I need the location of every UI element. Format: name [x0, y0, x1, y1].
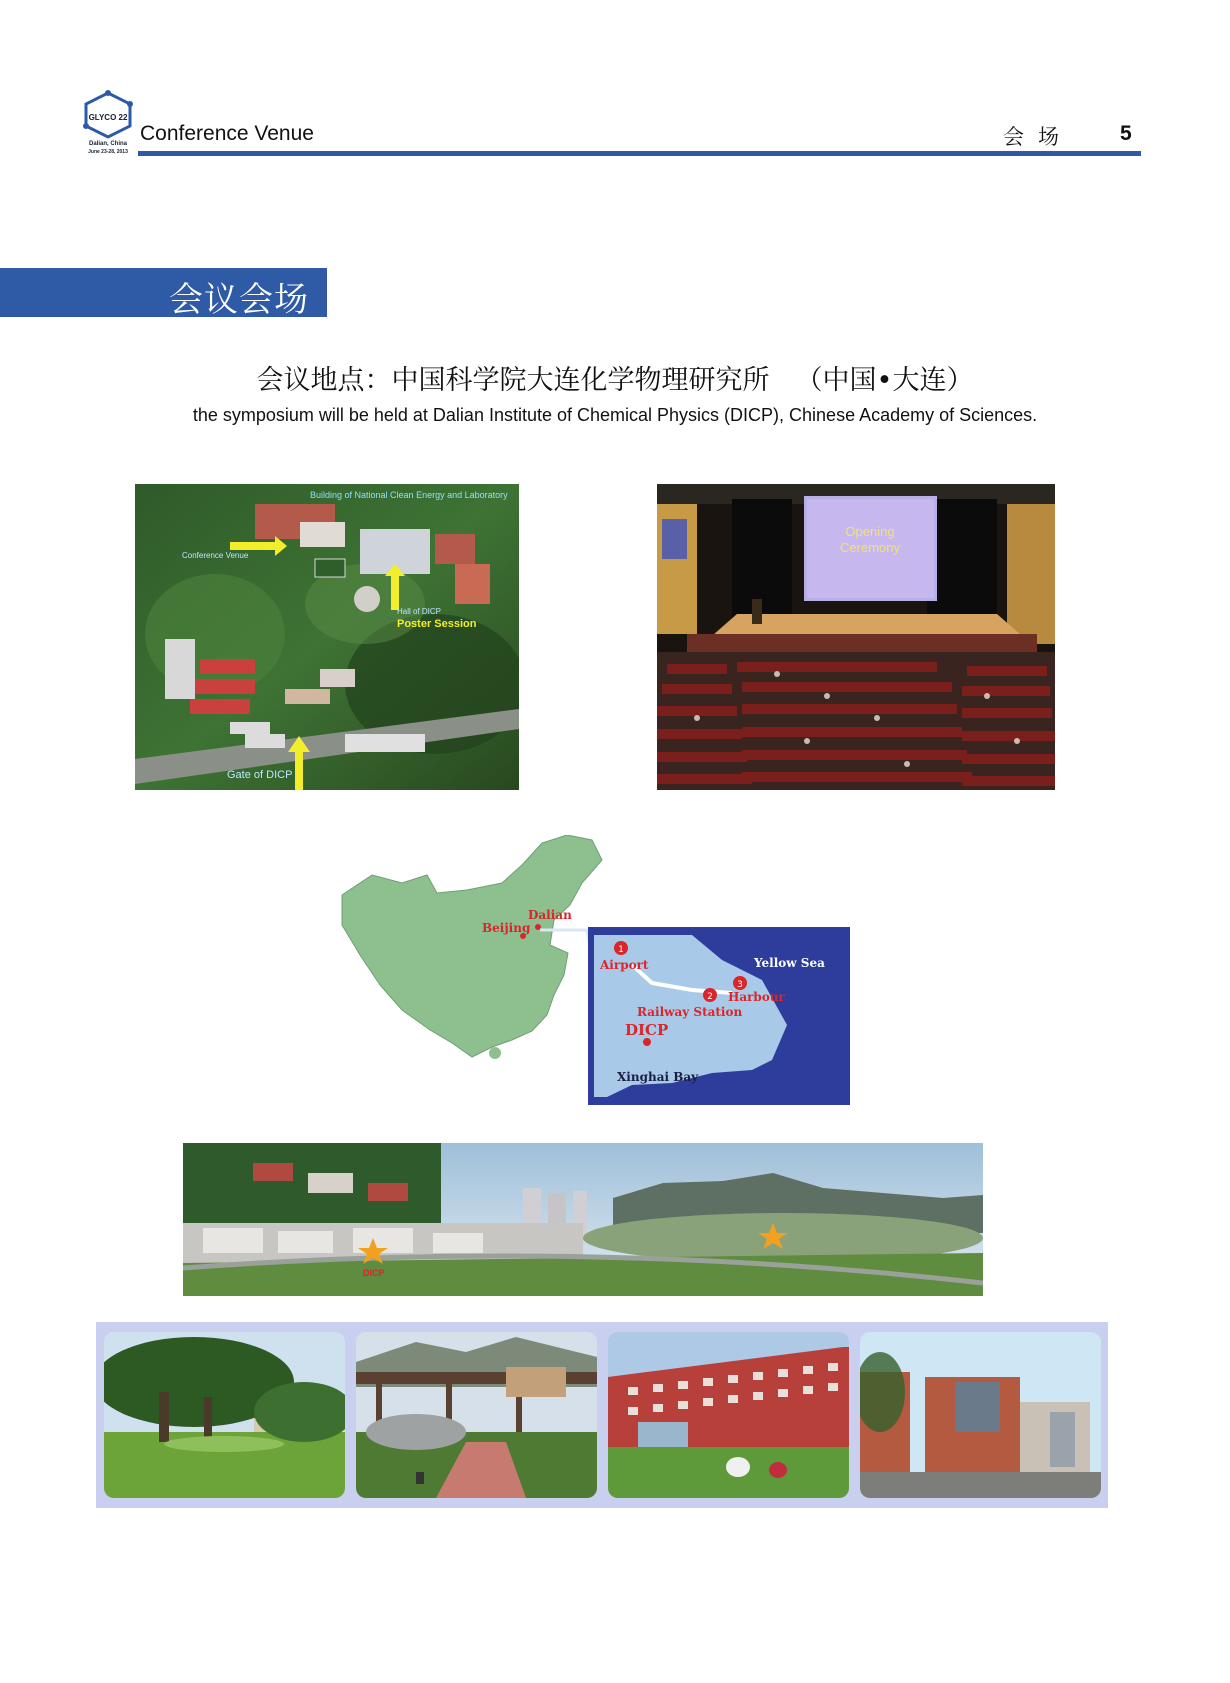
panorama-label-dicp: DICP — [363, 1268, 385, 1278]
map-label-airport: Airport — [600, 958, 649, 972]
auditorium-photo — [657, 484, 1055, 790]
label-gate: Gate of DICP — [227, 769, 293, 781]
location-map — [332, 835, 852, 1110]
venue-label-cn: 会议地点：中国科学院大连化学物理研究所 — [256, 365, 770, 396]
gallery-photo-modern-building — [860, 1332, 1101, 1498]
gallery-photo-red-building — [608, 1332, 849, 1498]
logo-location: Dalian, China — [88, 141, 127, 147]
map-label-beijing: Beijing — [482, 921, 531, 935]
svg-text:3: 3 — [737, 980, 743, 990]
venue-heading-cn — [0, 358, 1230, 397]
map-label-harbour: Harbour — [728, 990, 785, 1004]
label-poster-session: Poster Session — [397, 618, 477, 630]
section-title: 会议会场 — [169, 280, 309, 320]
header-title: Conference Venue — [140, 122, 314, 145]
panorama-photo — [183, 1143, 983, 1296]
map-label-xinghai-bay: Xinghai Bay — [617, 1070, 699, 1084]
map-label-yellow-sea: Yellow Sea — [754, 956, 825, 970]
svg-text:1: 1 — [618, 945, 624, 955]
screen-line-2: Ceremony — [840, 540, 900, 555]
screen-line-1: Opening — [845, 524, 895, 539]
map-label-dalian: Dalian — [528, 908, 572, 922]
marker-3 — [733, 976, 747, 990]
venue-city-cn: （中国•大连） — [795, 365, 974, 396]
venue-description-en: the symposium will be held at Dalian Institute of Chemical Physics (DICP), Chinese Academy of Sciences. — [192, 405, 1038, 425]
campus-aerial-photo — [135, 484, 519, 790]
gallery-photo-tree-lawn — [104, 1332, 345, 1498]
glyco-logo — [78, 90, 138, 160]
logo-title: GLYCO 22 — [88, 113, 128, 122]
gallery-photo-garden-path — [356, 1332, 597, 1498]
gallery-strip — [96, 1322, 1108, 1508]
label-hall: Hall of DICP — [397, 607, 442, 616]
map-label-railway: Railway Station — [637, 1005, 743, 1019]
svg-text:2: 2 — [707, 992, 713, 1002]
header-rule — [138, 151, 1141, 156]
header-title-cn: 会场 — [1003, 125, 1073, 149]
page-number: 5 — [1120, 122, 1132, 145]
marker-1 — [614, 941, 628, 955]
marker-2 — [703, 988, 717, 1002]
label-building: Building of National Clean Energy and Laboratory — [310, 490, 508, 500]
logo-dates: June 23-28, 2013 — [88, 149, 128, 155]
map-label-dicp: DICP — [625, 1021, 669, 1039]
label-conference-venue: Conference Venue — [182, 551, 249, 560]
section-banner — [0, 268, 327, 320]
